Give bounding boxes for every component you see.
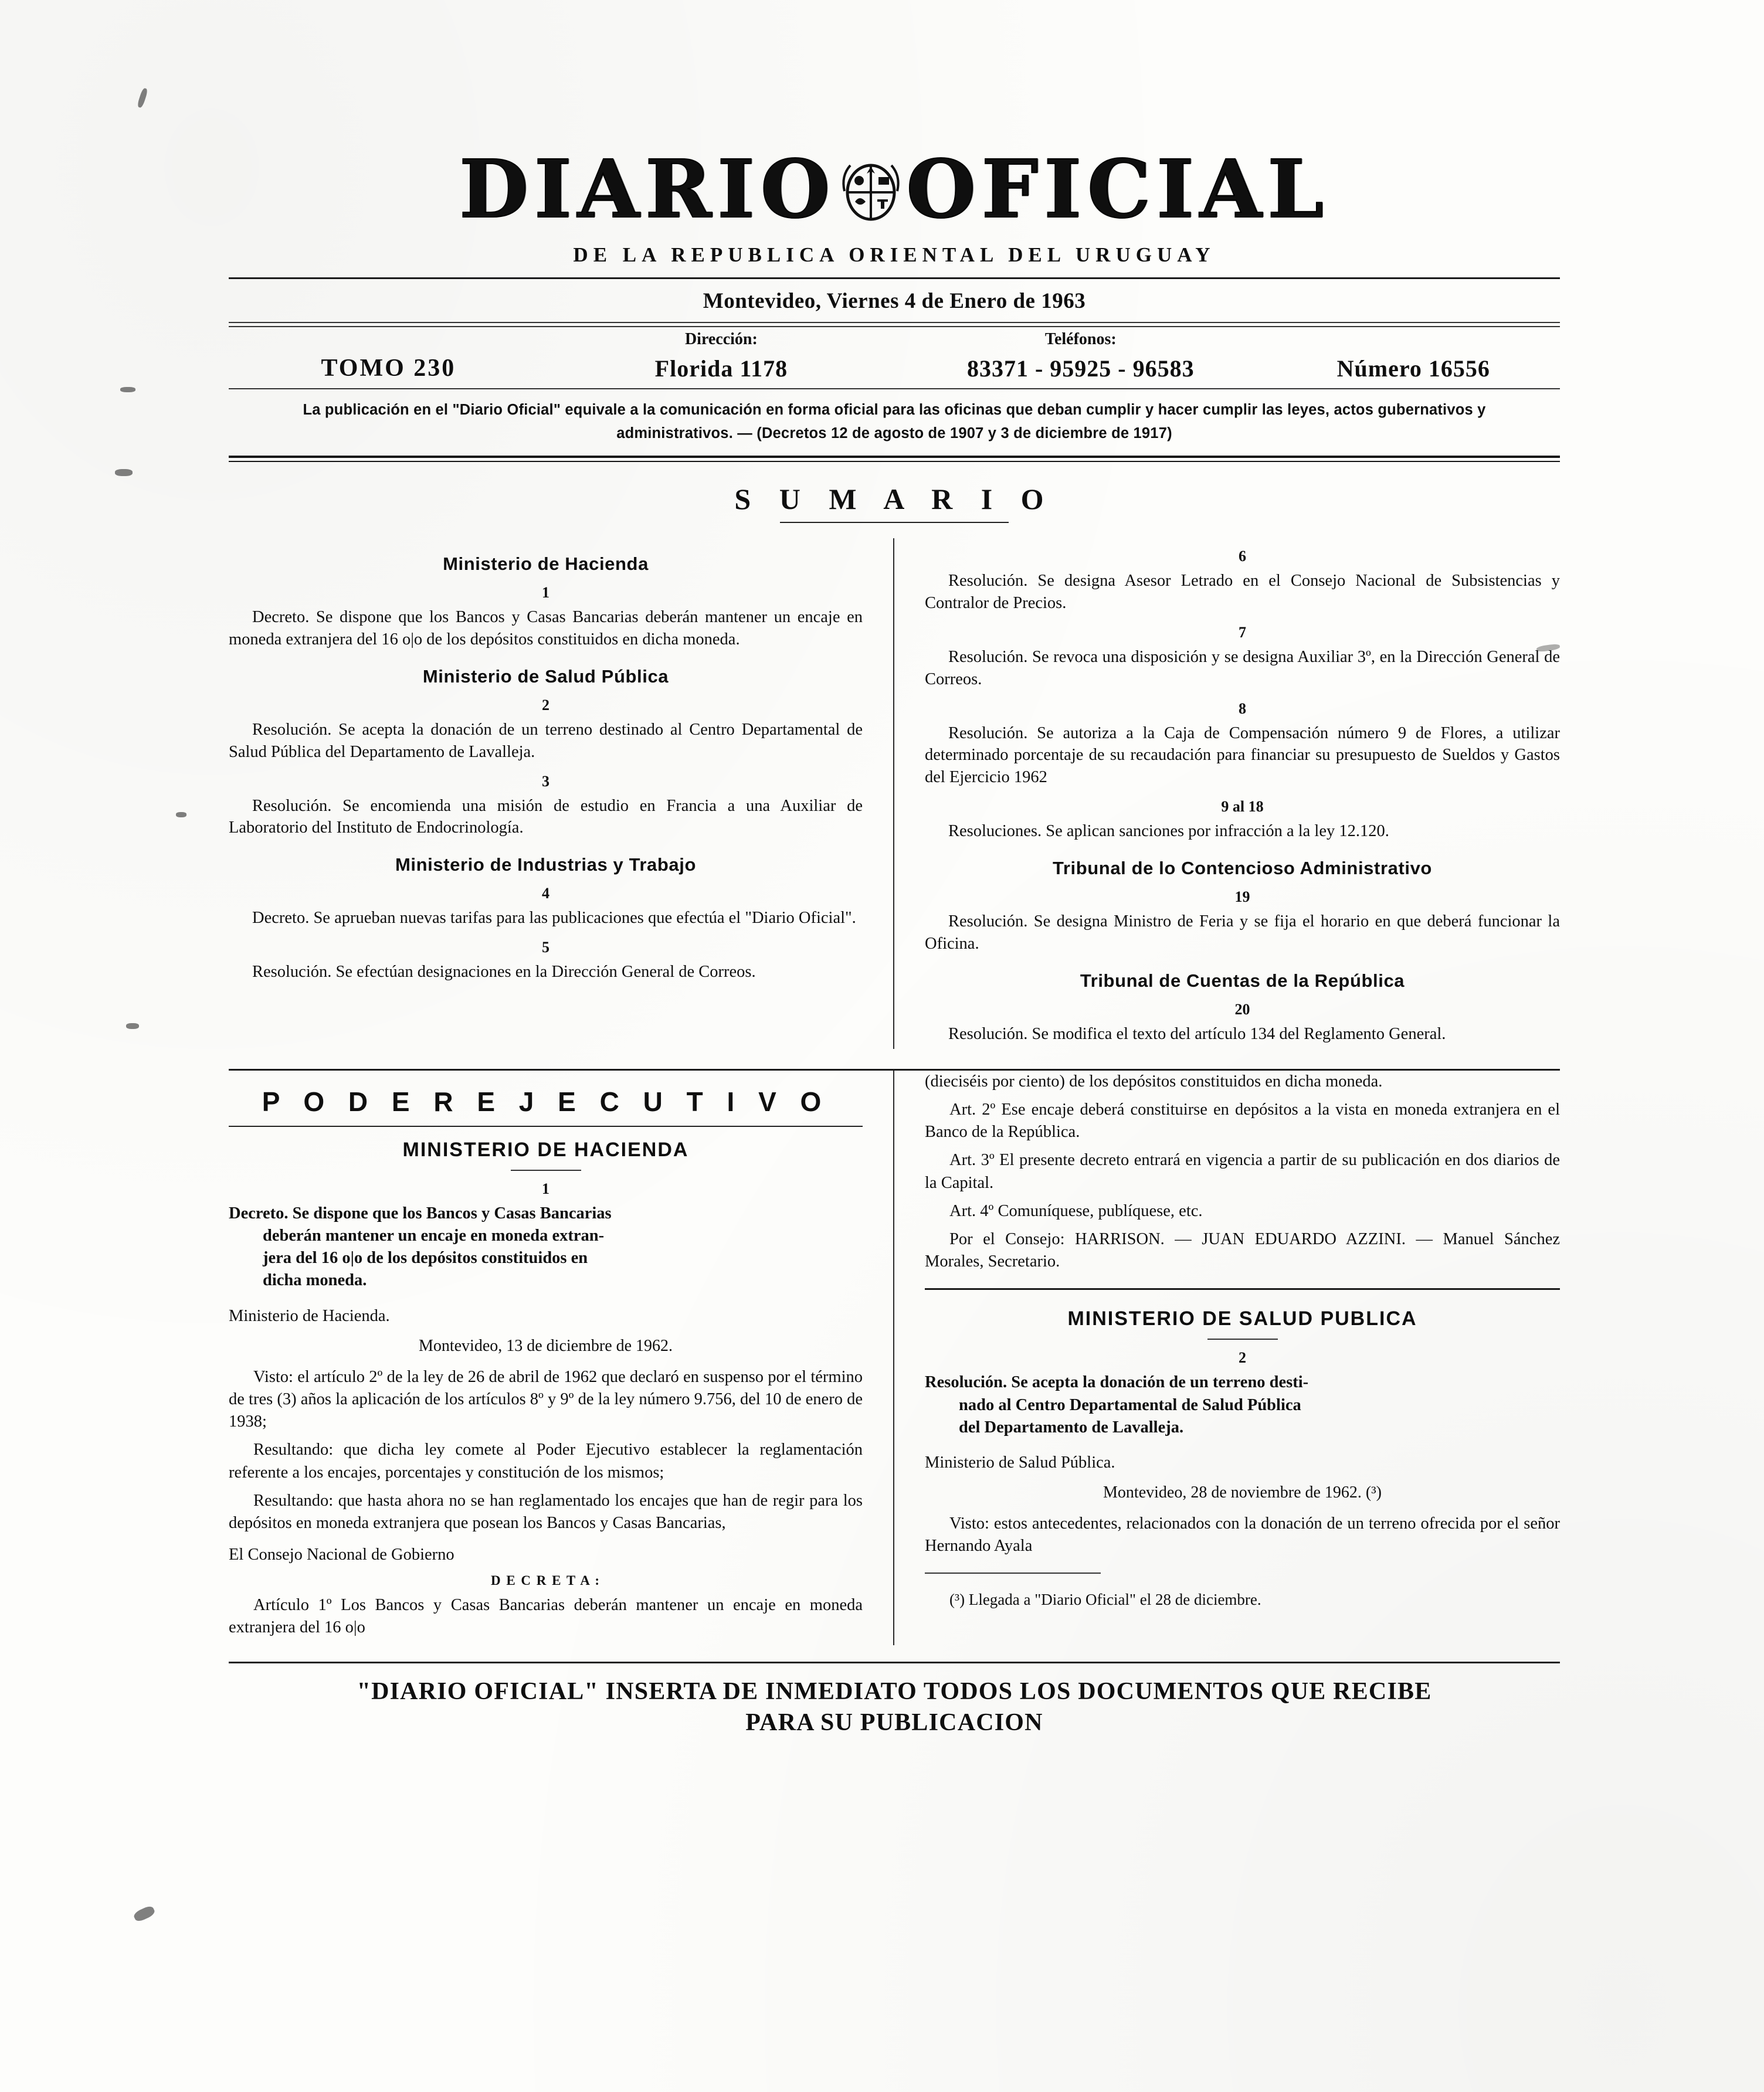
sumario-item-text: Resoluciones. Se aplican sanciones por infracción a la ley 12.120. [948,822,1389,841]
sumario-item-number: 6 [1239,548,1246,565]
dateline: Montevideo, Viernes 4 de Enero de 1963 [703,289,1086,313]
poder-ejecutivo-title: P O D E R E J E C U T I V O [262,1086,830,1117]
numero-cell [1267,330,1560,382]
decree-summary [229,1203,863,1292]
sumario-item-text: Resolución. Se revoca una disposición y se designa Auxiliar 3º, en la Dirección General de Correos. [925,647,1560,688]
decree-article-3: Art. 3º El presente decreto entrará en vigencia a partir de su publicación en dos diarios de la Capital. [925,1151,1560,1192]
ministry-heading-salud-publica: MINISTERIO DE SALUD PUBLICA [1067,1308,1417,1330]
decree-signatures: Por el Consejo: HARRISON. — JUAN EDUARDO AZZINI. — Manuel Sánchez Morales, Secretario. [925,1230,1560,1271]
direccion-value: Florida 1178 [654,355,788,382]
decree-place-date: Montevideo, 13 de diciembre de 1962. [418,1336,673,1355]
sumario-section-heading: Ministerio de Salud Pública [422,665,669,687]
scan-speck [120,387,135,392]
masthead [229,142,1560,267]
sumario-item-text: Resolución. Se designa Ministro de Feria y se fija el horario en que deberá funcionar la Oficina. [925,912,1560,953]
sumario-section-heading: Ministerio de Industrias y Trabajo [395,854,697,875]
decree-resultando-2: Resultando: que hasta ahora no se han reglamentado los encajes que han de regir para los depósitos en moneda extranjera que posean los Bancos y Casas Bancarias, [229,1491,863,1532]
sumario-item-number: 9 al 18 [1221,798,1264,816]
tomo-cell [229,330,548,382]
heading-rule [1207,1339,1278,1340]
sumario-item-text: Resolución. Se autoriza a la Caja de Compensación número 9 de Flores, a utilizar determinado porcentaje de su recaudación para financiar su presupuesto de Sueldos y Gastos del Ejercicio 1962 [925,724,1560,787]
footer-line-1: "DIARIO OFICIAL" INSERTA DE INMEDIATO TODOS LOS DOCUMENTOS QUE RECIBE [357,1677,1432,1705]
sumario-item-number: 5 [542,939,549,956]
publication-notice: La publicación en el "Diario Oficial" equivale a la comunicación en forma oficial para las oficinas que deban cumplir y hacer cumplir las leyes, actos gubernativos y administrativos. — (Decretos 12 de agosto de 1907 y 3 de diciembre de 1917) [303,402,1486,442]
decreta-label: D E C R E T A : [490,1573,601,1588]
sumario-item-number: 3 [542,772,549,790]
document-sheet [229,142,1560,1739]
heading-rule [511,1170,581,1171]
decree-origin: Ministerio de Hacienda. [229,1306,390,1325]
poder-ejecutivo-underline [229,1126,863,1127]
telefonos-cell [894,330,1267,382]
resolution-summary-line-3: del Departamento de Lavalleja. [959,1418,1184,1436]
tomo-value: TOMO 230 [321,355,456,382]
decree-article-1-continuation: (dieciséis por ciento) de los depósitos constituidos en dicha moneda. [925,1072,1383,1091]
sumario-item-text: Resolución. Se designa Asesor Letrado en el Consejo Nacional de Subsistencias y Contralor de Precios. [925,572,1560,612]
sumario-item-number: 2 [542,696,549,714]
numero-value: Número 16556 [1336,355,1490,382]
sumario-item-number: 8 [1239,699,1246,717]
footer-line-2: PARA SU PUBLICACION [745,1709,1043,1737]
sumario-section-heading: Tribunal de Cuentas de la República [1080,970,1405,991]
body-columns [229,1071,1560,1645]
sumario-item-number: 20 [1234,1000,1250,1018]
sumario-underline [780,522,1009,523]
notice-divider [229,456,1560,462]
right-column-divider [925,1288,1560,1290]
sumario-left-column [229,538,894,1049]
masthead-title-left: DIARIO [459,142,836,236]
decree-article-2: Art. 2º Ese encaje deberá constituirse en depósitos a la vista en moneda extranjera en el Banco de la República. [925,1101,1560,1142]
decree-summary-line-1: Decreto. Se dispone que los Bancos y Casas Bancarias [229,1204,612,1222]
uruguay-coat-of-arms-icon [836,156,906,225]
masthead-title-right: OFICIAL [906,142,1329,236]
decree-summary-line-3: jera del 16 o|o de los depósitos constituidos en [263,1249,588,1268]
sumario-item-text: Resolución. Se encomienda una misión de estudio en Francia a una Auxiliar de Laboratorio del Instituto de Endocrinología. [229,796,863,837]
footnote-rule [925,1573,1101,1574]
resolution-summary [925,1371,1560,1439]
resolution-visto: Visto: estos antecedentes, relacionados con la donación de un terreno ofrecida por el señor Hernando Ayala [925,1514,1560,1556]
sumario-section-heading: Tribunal de lo Contencioso Administrativo [1053,858,1432,879]
sumario-item-number: 19 [1234,888,1250,906]
sumario-item-text: Resolución. Se efectúan designaciones en la Dirección General de Correos. [252,963,756,982]
issue-info-bar [229,327,1560,388]
sumario-item-number: 7 [1239,623,1246,641]
body-right-column [894,1071,1560,1645]
decree-council: El Consejo Nacional de Gobierno [229,1546,454,1564]
telefonos-value: 83371 - 95925 - 96583 [966,355,1195,382]
scan-speck [137,87,148,108]
sumario-title: S U M A R I O [734,483,1054,516]
sumario-item-text: Resolución. Se modifica el texto del artículo 134 del Reglamento General. [948,1024,1446,1043]
sumario-right-column [894,538,1560,1049]
decree-resultando-1: Resultando: que dicha ley comete al Poder Ejecutivo establecer la reglamentación referente a los encajes, porcentajes y constitución de los mismos; [229,1441,863,1482]
sumario-item-text: Decreto. Se dispone que los Bancos y Casas Bancarias deberán mantener un encaje en moneda extranjera del 16 o|o de los depósitos constituidos en dicha moneda. [229,608,863,648]
decree-article-1: Artículo 1º Los Bancos y Casas Bancarias deberán mantener un encaje en moneda extranjera del 16 o|o [229,1596,863,1637]
sumario-item-text: Resolución. Se acepta la donación de un terreno destinado al Centro Departamental de Salud Pública del Departamento de Lavalleja. [229,720,863,761]
telefonos-label: Teléfonos: [1044,330,1117,348]
footnote-text: (³) Llegada a "Diario Oficial" el 28 de diciembre. [949,1591,1261,1609]
body-left-column [229,1071,894,1645]
resolution-place-date: Montevideo, 28 de noviembre de 1962. (³) [1103,1483,1382,1502]
direccion-cell [548,330,894,382]
decree-number: 1 [542,1180,549,1197]
masthead-subtitle: DE LA REPUBLICA ORIENTAL DEL URUGUAY [573,243,1216,266]
masthead-title [229,142,1560,236]
resolution-origin: Ministerio de Salud Pública. [925,1453,1115,1472]
resolution-summary-line-2: nado al Centro Departamental de Salud Pública [959,1395,1301,1414]
scan-speck [126,1023,139,1029]
sumario-item-text: Decreto. Se aprueban nuevas tarifas para las publicaciones que efectúa el "Diario Oficial". [252,909,856,928]
scan-speck [176,812,186,817]
decree-article-4: Art. 4º Comuníquese, publíquese, etc. [949,1201,1203,1220]
direccion-label: Dirección: [684,330,758,348]
decree-summary-line-2: deberán mantener un encaje en moneda extran- [263,1227,605,1245]
resolution-number: 2 [1239,1349,1246,1367]
decree-visto: Visto: el artículo 2º de la ley de 26 de abril de 1962 que declaró en suspenso por el término de tres (3) años la aplicación de los artículos 8º y 9º de la ley número 9.756, del 10 de enero de 1938; [229,1367,863,1431]
decree-summary-line-4: dicha moneda. [263,1271,367,1290]
resolution-summary-line-1: Resolución. Se acepta la donación de un terreno desti- [925,1373,1309,1392]
sumario-columns [229,538,1560,1049]
scan-speck [133,1904,156,1923]
sumario-item-number: 1 [542,584,549,602]
scan-speck [115,469,133,476]
sumario-section-heading: Ministerio de Hacienda [443,553,649,575]
sumario-item-number: 4 [542,885,549,902]
footer-banner [229,1663,1560,1740]
ministry-heading-hacienda: MINISTERIO DE HACIENDA [402,1138,689,1161]
